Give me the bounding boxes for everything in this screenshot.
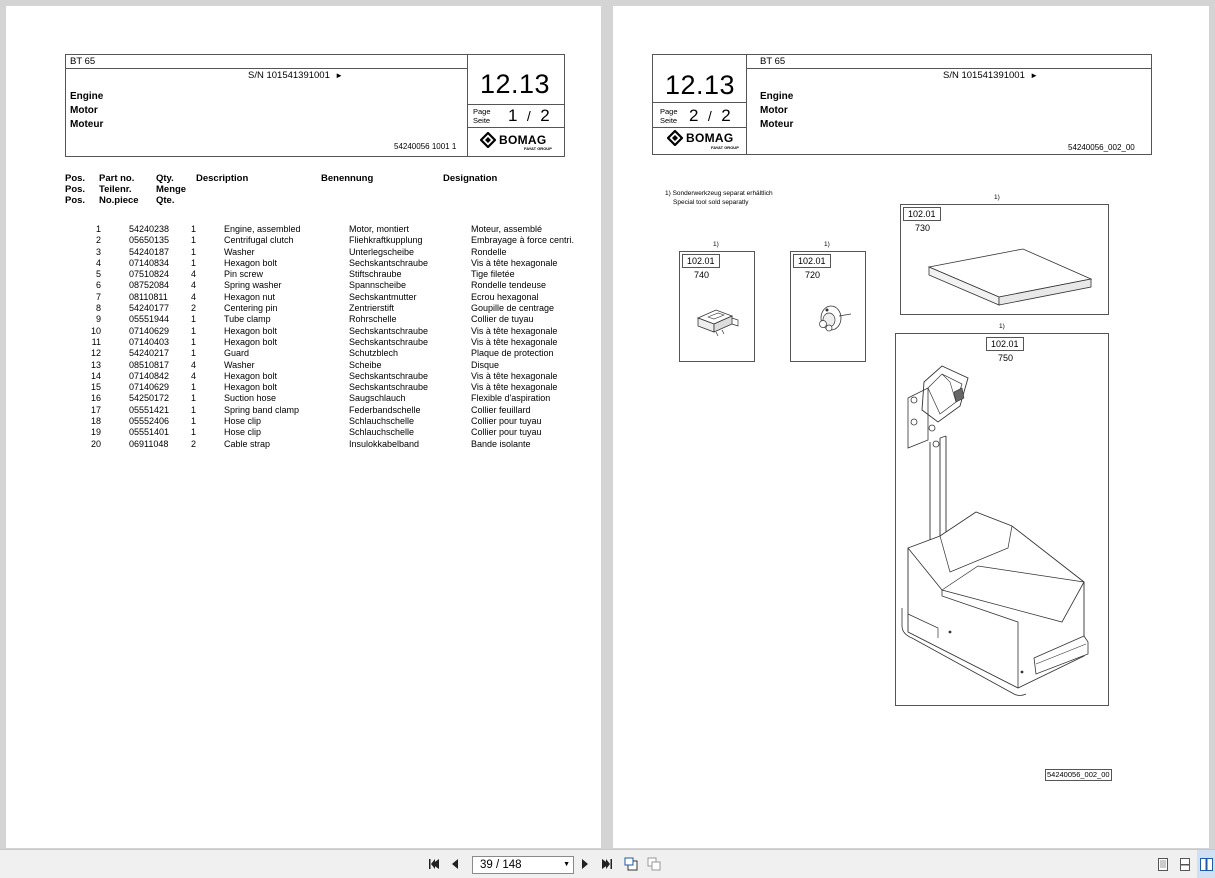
description-cell: Cable strap: [224, 438, 271, 449]
benennung-cell: Stiftschraube: [349, 269, 402, 280]
pos-cell: 10: [90, 325, 101, 336]
table-row: [66, 292, 574, 303]
benennung-cell: Sechskantschraube: [349, 382, 429, 393]
right-page: [613, 6, 1209, 848]
description-cell: Tube clamp: [224, 314, 271, 325]
qty-cell: 1: [191, 427, 197, 438]
table-row: [66, 314, 574, 325]
qty-cell: 1: [191, 336, 197, 347]
pos-cell: 6: [95, 280, 101, 291]
qty-cell: 1: [191, 348, 197, 359]
part-number-cell: 07140842: [129, 370, 170, 381]
part-number-cell: 05650135: [129, 235, 170, 246]
benennung-cell: Fliehkraftkupplung: [349, 235, 423, 246]
ref-tag: 102.01: [986, 337, 1024, 351]
description-cell: Guard: [224, 348, 250, 359]
pos-cell: 20: [90, 438, 101, 449]
ref-tag: 102.01: [793, 254, 831, 268]
table-row: [66, 371, 574, 382]
pos-cell: 14: [90, 370, 101, 381]
item-number: 740: [694, 270, 710, 280]
benennung-cell: Insulokkabelband: [349, 438, 420, 449]
title-en: Engine: [760, 91, 794, 102]
part-box-720: [790, 251, 866, 362]
designation-cell: Moteur, assemblé: [471, 224, 543, 234]
pos-cell: 7: [95, 291, 101, 302]
col-benennung: Benennung: [321, 173, 374, 184]
continuous-view-icon[interactable]: [1176, 850, 1194, 878]
model-label: BT 65: [70, 56, 96, 67]
pos-cell: 1: [95, 224, 101, 234]
benennung-cell: Scheibe: [349, 359, 382, 370]
benennung-cell: Sechskantschraube: [349, 257, 429, 268]
designation-cell: Vis à tête hexagonale: [471, 257, 558, 268]
part-number-cell: 54240217: [129, 348, 170, 359]
special-tool-720-drawing: [811, 302, 855, 338]
title-fr: Moteur: [760, 119, 794, 130]
qty-cell: 1: [191, 382, 197, 393]
page-counter: 1 / 2: [508, 106, 550, 125]
designation-cell: Disque: [471, 359, 500, 370]
skip-first-icon[interactable]: [424, 850, 444, 878]
special-tool-730-drawing: [921, 235, 1101, 310]
prev-page-icon[interactable]: [446, 850, 464, 878]
bomag-diamond-icon: [667, 130, 683, 146]
pos-cell: 15: [90, 382, 101, 393]
section-number: 12.13: [665, 70, 736, 100]
part-number-cell: 54240187: [129, 246, 170, 257]
title-en: Engine: [70, 91, 104, 102]
drawing-code: 54240056_002_00: [1047, 770, 1110, 779]
benennung-cell: Schutzblech: [349, 348, 399, 359]
col-description: Description: [196, 173, 249, 184]
qty-cell: 1: [191, 224, 197, 234]
doc-code: 54240056_002_00: [1068, 143, 1135, 152]
designation-cell: Embrayage à force centri.: [471, 235, 575, 246]
pos-cell: 17: [90, 404, 101, 415]
logo-sub: FAYAT GROUP: [711, 145, 739, 150]
pos-cell: 2: [95, 235, 101, 246]
section-number: 12.13: [480, 69, 551, 99]
part-number-cell: 05551401: [129, 427, 170, 438]
part-number-cell: 05551421: [129, 404, 170, 415]
col-qty: Qty. Menge Qte.: [156, 173, 187, 206]
pos-cell: 16: [90, 393, 101, 404]
qty-cell: 1: [191, 404, 197, 415]
table-row: [66, 427, 574, 438]
description-cell: Washer: [224, 246, 255, 257]
designation-cell: Collier de tuyau: [471, 314, 534, 325]
bomag-logo: BOMAG: [667, 130, 734, 146]
pos-cell: 4: [95, 257, 101, 268]
two-page-view-icon[interactable]: [1197, 850, 1215, 878]
part-number-cell: 05551944: [129, 314, 170, 325]
table-row: [66, 269, 574, 280]
description-cell: Hexagon bolt: [224, 370, 278, 381]
table-row: [66, 360, 574, 371]
qty-cell: 2: [191, 438, 197, 449]
designation-cell: Goupille de centrage: [471, 303, 555, 314]
part-box-750: [895, 333, 1109, 706]
part-number-cell: 54240177: [129, 303, 170, 314]
title-fr: Moteur: [70, 119, 104, 130]
title-de: Motor: [760, 105, 788, 116]
single-page-view-icon[interactable]: [1154, 850, 1172, 878]
pos-cell: 9: [95, 314, 101, 325]
item-marker: 1): [999, 323, 1005, 330]
item-number: 720: [805, 270, 821, 280]
page-label: Page Seite: [660, 107, 678, 125]
title-de: Motor: [70, 105, 98, 116]
item-marker: 1): [994, 194, 1000, 201]
part-number-cell: 05552406: [129, 416, 170, 427]
designation-cell: Vis à tête hexagonale: [471, 370, 558, 381]
benennung-cell: Sechskantschraube: [349, 336, 429, 347]
description-cell: Washer: [224, 359, 255, 370]
description-cell: Spring band clamp: [224, 404, 300, 415]
table-row: [66, 235, 574, 246]
part-number-cell: 08110811: [129, 291, 168, 302]
qty-cell: 1: [191, 257, 197, 268]
table-row: [66, 303, 574, 314]
designation-cell: Rondelle: [471, 246, 507, 257]
item-number: 730: [915, 223, 931, 233]
ref-tag: 102.01: [903, 207, 941, 221]
part-number-cell: 54240238: [129, 224, 170, 234]
model-label: BT 65: [760, 56, 786, 67]
footnote: 1) Sonderwerkzeug separat erhältlich Special tool sold separatly: [665, 190, 773, 206]
doc-code: 54240056 1001 1: [394, 142, 457, 151]
part-number-cell: 07140834: [129, 257, 170, 268]
rotate-view-icon[interactable]: [621, 850, 641, 878]
pos-cell: 18: [90, 416, 101, 427]
qty-cell: 4: [191, 291, 197, 302]
page-number-field[interactable]: 39 / 148 ▼: [472, 856, 574, 874]
designation-cell: Rondelle tendeuse: [471, 280, 547, 291]
designation-cell: Plaque de protection: [471, 348, 554, 359]
part-number-cell: 08510817: [129, 359, 170, 370]
description-cell: Pin screw: [224, 269, 264, 280]
designation-cell: Vis à tête hexagonale: [471, 325, 558, 336]
left-page: [6, 6, 601, 848]
part-number-cell: 07140403: [129, 336, 170, 347]
description-cell: Spring washer: [224, 280, 282, 291]
pos-cell: 19: [90, 427, 101, 438]
item-marker: 1): [824, 241, 830, 248]
pos-cell: 11: [91, 336, 101, 347]
benennung-cell: Unterlegscheibe: [349, 246, 415, 257]
qty-cell: 1: [191, 393, 197, 404]
part-number-cell: 06911048: [129, 438, 169, 449]
description-cell: Hexagon nut: [224, 291, 276, 302]
pos-cell: 3: [95, 246, 101, 257]
parts-table: [66, 224, 574, 450]
description-cell: Engine, assembled: [224, 224, 301, 234]
qty-cell: 1: [191, 314, 197, 325]
part-box-730: [900, 204, 1109, 315]
benennung-cell: Sechskantschraube: [349, 370, 429, 381]
qty-cell: 4: [191, 280, 197, 291]
description-cell: Suction hose: [224, 393, 277, 404]
benennung-cell: Schlauchschelle: [349, 427, 415, 438]
pos-cell: 13: [90, 359, 101, 370]
benennung-cell: Motor, montiert: [349, 224, 410, 234]
item-marker: 1): [713, 241, 719, 248]
part-number-cell: 07140629: [129, 325, 170, 336]
col-part: Part no. Teilenr. No.piece: [99, 173, 139, 206]
qty-cell: 1: [191, 246, 197, 257]
pos-cell: 8: [95, 303, 101, 314]
bomag-diamond-icon: [480, 132, 496, 148]
qty-cell: 1: [191, 235, 197, 246]
page-label: Page Seite: [473, 107, 491, 125]
part-number-cell: 08752084: [129, 280, 170, 291]
description-cell: Hexagon bolt: [224, 382, 278, 393]
designation-cell: Collier pour tuyau: [471, 427, 542, 438]
table-row: [66, 382, 574, 393]
benennung-cell: Sechskantschraube: [349, 325, 429, 336]
item-number: 750: [998, 353, 1014, 363]
table-row: [66, 326, 574, 337]
table-row: [66, 439, 574, 450]
pos-cell: 12: [90, 348, 101, 359]
designation-cell: Collier pour tuyau: [471, 416, 542, 427]
benennung-cell: Schlauchschelle: [349, 416, 415, 427]
special-tool-740-drawing: [694, 304, 742, 340]
serial-number: S/N 101541391001 ►: [248, 70, 344, 81]
benennung-cell: Saugschlauch: [349, 393, 406, 404]
qty-cell: 1: [191, 325, 197, 336]
special-tool-750-drawing: [898, 352, 1104, 700]
benennung-cell: Zentrierstift: [349, 303, 395, 314]
table-row: [66, 247, 574, 258]
table-row: [66, 416, 574, 427]
copy-view-icon[interactable]: [644, 850, 664, 878]
designation-cell: Ecrou hexagonal: [471, 291, 539, 302]
designation-cell: Collier feuillard: [471, 404, 531, 415]
description-cell: Hexagon bolt: [224, 336, 278, 347]
benennung-cell: Sechskantmutter: [349, 291, 417, 302]
table-row: [66, 258, 574, 269]
part-number-cell: 54250172: [129, 393, 170, 404]
table-row: [66, 224, 574, 235]
bomag-logo: BOMAG: [480, 132, 547, 148]
next-page-icon[interactable]: [576, 850, 594, 878]
benennung-cell: Rohrschelle: [349, 314, 397, 325]
serial-number: S/N 101541391001 ►: [943, 70, 1039, 81]
pdf-viewer-toolbar: [0, 849, 1215, 878]
table-row: [66, 337, 574, 348]
qty-cell: 4: [191, 359, 197, 370]
col-designation: Designation: [443, 173, 498, 184]
chevron-down-icon[interactable]: ▼: [563, 861, 570, 868]
qty-cell: 4: [191, 370, 197, 381]
qty-cell: 1: [191, 416, 197, 427]
col-pos: Pos. Pos. Pos.: [65, 173, 86, 206]
ref-tag: 102.01: [682, 254, 720, 268]
part-number-cell: 07510824: [129, 269, 170, 280]
part-box-740: [679, 251, 755, 362]
qty-cell: 4: [191, 269, 197, 280]
designation-cell: Vis à tête hexagonale: [471, 336, 558, 347]
description-cell: Centering pin: [224, 303, 278, 314]
table-row: [66, 280, 574, 291]
benennung-cell: Federbandschelle: [349, 404, 421, 415]
pos-cell: 5: [95, 269, 101, 280]
description-cell: Hose clip: [224, 427, 262, 438]
description-cell: Centrifugal clutch: [224, 235, 294, 246]
skip-last-icon[interactable]: [597, 850, 617, 878]
designation-cell: Vis à tête hexagonale: [471, 382, 558, 393]
designation-cell: Tige filetée: [471, 269, 515, 280]
designation-cell: Flexible d'aspiration: [471, 393, 551, 404]
description-cell: Hexagon bolt: [224, 325, 278, 336]
table-row: [66, 393, 574, 404]
description-cell: Hexagon bolt: [224, 257, 278, 268]
table-row: [66, 405, 574, 416]
part-number-cell: 07140629: [129, 382, 170, 393]
qty-cell: 2: [191, 303, 197, 314]
description-cell: Hose clip: [224, 416, 262, 427]
page-counter: 2 / 2: [689, 106, 731, 125]
logo-sub: FAYAT GROUP: [524, 146, 552, 151]
benennung-cell: Spannscheibe: [349, 280, 407, 291]
table-row: [66, 348, 574, 359]
designation-cell: Bande isolante: [471, 438, 531, 449]
